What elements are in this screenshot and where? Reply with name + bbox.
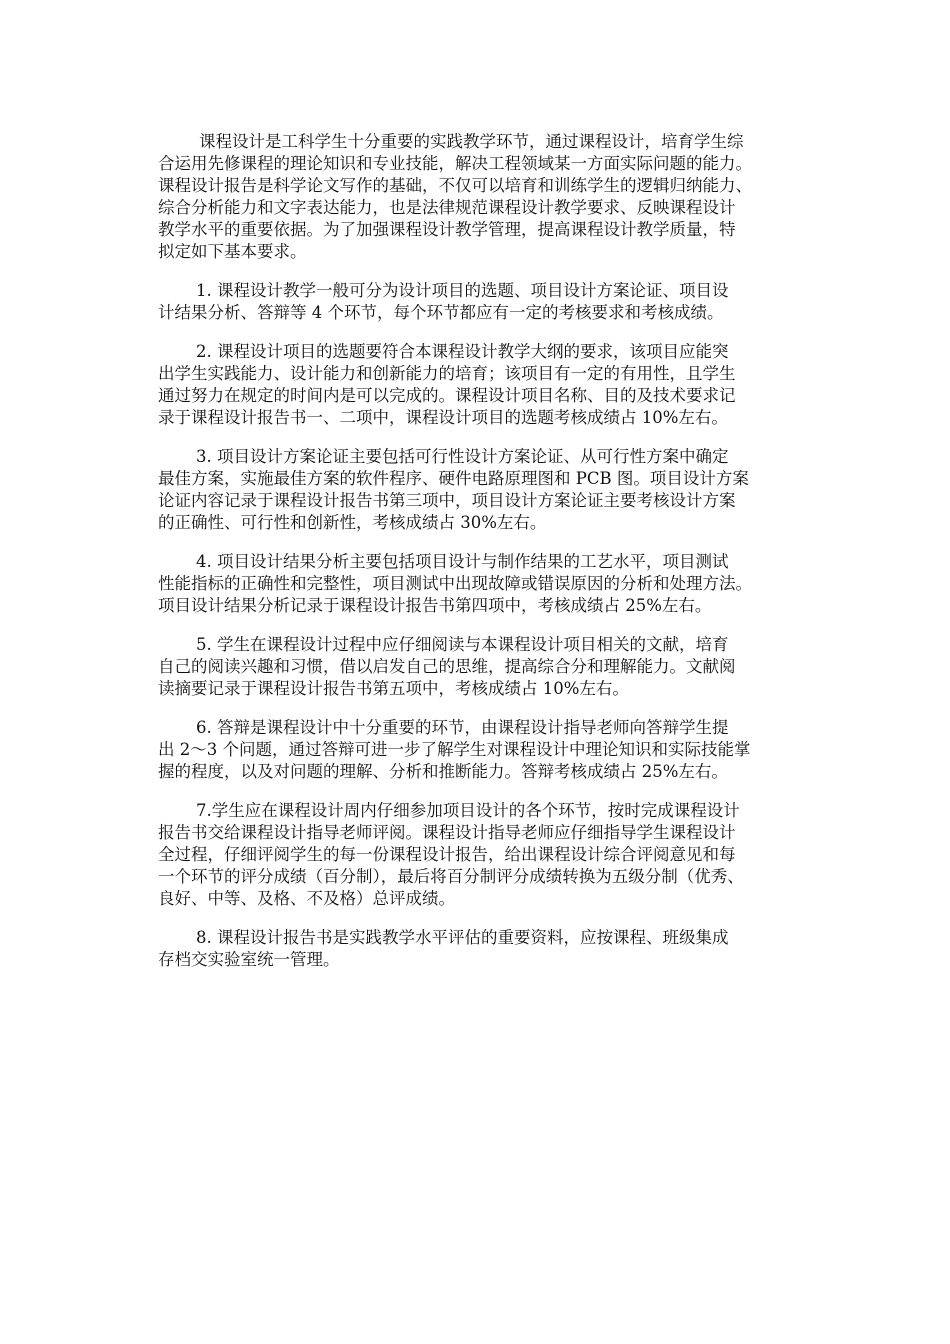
paragraph-line: 一个环节的评分成绩（百分制），最后将百分制评分成绩转换为五级分制（优秀、 (158, 867, 744, 886)
paragraph-line: 的正确性、可行性和创新性，考核成绩占 30%左右。 (158, 513, 547, 532)
paragraph-line: 3. 项目设计方案论证主要包括可行性设计方案论证、从可行性方案中确定 (196, 447, 729, 466)
requirement-item-5 (158, 634, 848, 700)
paragraph-line: 论证内容记录于课程设计报告书第三项中，项目设计方案论证主要考核设计方案 (158, 491, 736, 510)
document-body (158, 131, 848, 988)
paragraph-line: 8. 课程设计报告书是实践教学水平评估的重要资料，应按课程、班级集成 (196, 928, 729, 947)
paragraph-line: 读摘要记录于课程设计报告书第五项中，考核成绩占 10%左右。 (158, 679, 629, 698)
paragraph-line: 性能指标的正确性和完整性，项目测试中出现故障或错误原因的分析和处理方法。 (158, 574, 752, 593)
paragraph-line: 1. 课程设计教学一般可分为设计项目的选题、项目设计方案论证、项目设 (196, 281, 729, 300)
paragraph-line: 课程设计报告是科学论文写作的基础，不仅可以培育和训练学生的逻辑归纳能力、 (158, 176, 752, 195)
requirement-item-2 (158, 341, 848, 429)
paragraph-line: 录于课程设计报告书一、二项中，课程设计项目的选题考核成绩占 10%左右。 (158, 408, 728, 427)
paragraph-line: 存档交实验室统一管理。 (158, 950, 340, 969)
requirement-item-6 (158, 717, 848, 783)
paragraph-line: 报告书交给课程设计指导老师评阅。课程设计指导老师应仔细指导学生课程设计 (158, 823, 736, 842)
paragraph-line: 7.学生应在课程设计周内仔细参加项目设计的各个环节，按时完成课程设计 (196, 801, 740, 820)
paragraph-line: 综合分析能力和文字表达能力，也是法律规范课程设计教学要求、反映课程设计 (158, 198, 736, 217)
paragraph-line: 通过努力在规定的时间内是可以完成的。课程设计项目名称、目的及技术要求记 (158, 386, 736, 405)
paragraph-line: 全过程，仔细评阅学生的每一份课程设计报告，给出课程设计综合评阅意见和每 (158, 845, 736, 864)
paragraph-line: 合运用先修课程的理论知识和专业技能，解决工程领域某一方面实际问题的能力。 (158, 154, 752, 173)
paragraph-line: 6. 答辩是课程设计中十分重要的环节，由课程设计指导老师向答辩学生提 (196, 718, 729, 737)
requirement-item-7 (158, 800, 848, 910)
paragraph-line: 握的程度，以及对问题的理解、分析和推断能力。答辩考核成绩占 25%左右。 (158, 762, 728, 781)
requirement-item-3 (158, 446, 848, 534)
paragraph-line: 自己的阅读兴趣和习惯，借以启发自己的思维，提高综合分和理解能力。文献阅 (158, 657, 736, 676)
paragraph-line: 出 2～3 个问题，通过答辩可进一步了解学生对课程设计中理论知识和实际技能掌 (158, 740, 751, 759)
paragraph-line: 计结果分析、答辩等 4 个环节，每个环节都应有一定的考核要求和考核成绩。 (158, 303, 724, 322)
paragraph-line: 教学水平的重要依据。为了加强课程设计教学管理，提高课程设计教学质量，特 (158, 220, 736, 239)
paragraph-line: 项目设计结果分析记录于课程设计报告书第四项中，考核成绩占 25%左右。 (158, 596, 712, 615)
requirement-item-4 (158, 551, 848, 617)
requirement-item-1 (158, 280, 848, 324)
paragraph-line: 5. 学生在课程设计过程中应仔细阅读与本课程设计项目相关的文献，培育 (196, 635, 729, 654)
requirement-item-8 (158, 927, 848, 971)
paragraph-line: 拟定如下基本要求。 (158, 242, 307, 261)
paragraph-line: 课程设计是工科学生十分重要的实践教学环节，通过课程设计，培育学生综 (199, 132, 744, 151)
paragraph-line: 4. 项目设计结果分析主要包括项目设计与制作结果的工艺水平，项目测试 (196, 552, 729, 571)
paragraph-line: 良好、中等、及格、不及格）总评成绩。 (158, 889, 455, 908)
paragraph-line: 最佳方案，实施最佳方案的软件程序、硬件电路原理图和 PCB 图。项目设计方案 (158, 469, 749, 488)
paragraph-line: 2. 课程设计项目的选题要符合本课程设计教学大纲的要求，该项目应能突 (196, 342, 729, 361)
paragraph-line: 出学生实践能力、设计能力和创新能力的培育；该项目有一定的有用性，且学生 (158, 364, 736, 383)
intro-paragraph (158, 131, 848, 263)
